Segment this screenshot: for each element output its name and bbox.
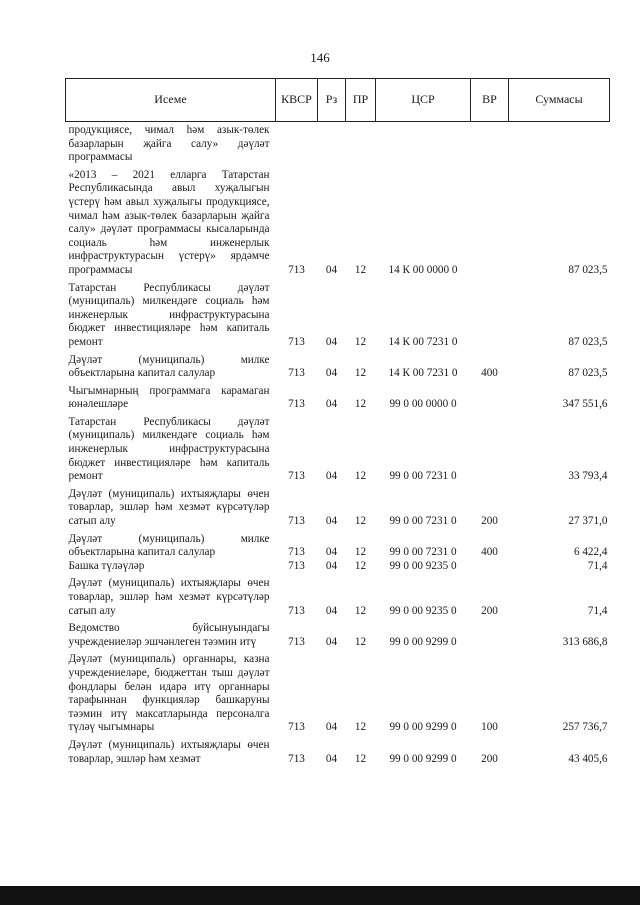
row-sum — [509, 122, 610, 165]
row-vr: 200 — [481, 604, 498, 617]
row-vr — [471, 165, 509, 278]
row-csr: 99 0 00 7231 0 — [389, 546, 457, 559]
row-sum: 71,4 — [587, 604, 608, 617]
row-kvsr: 713 — [288, 515, 305, 528]
row-pr: 12 — [354, 721, 367, 734]
row-csr: 99 0 00 9299 0 — [389, 635, 457, 648]
table-row — [66, 484, 610, 529]
row-pr: 12 — [354, 470, 367, 483]
row-pr: 12 — [354, 398, 367, 411]
row-rz: 04 — [325, 752, 338, 765]
page-number: 146 — [310, 50, 330, 65]
row-pr: 12 — [354, 604, 367, 617]
row-sum: 71,4 — [587, 559, 608, 572]
row-vr — [471, 412, 509, 484]
row-vr: 100 — [481, 721, 498, 734]
row-vr: 200 — [481, 752, 498, 765]
row-pr: 12 — [354, 752, 367, 765]
table-row — [66, 529, 610, 560]
table-row — [66, 618, 610, 649]
row-csr: 99 0 00 7231 0 — [389, 515, 457, 528]
row-sum: 87 023,5 — [568, 335, 608, 348]
row-name: Башка түләүләр — [68, 559, 145, 572]
row-rz: 04 — [325, 335, 338, 348]
row-vr — [471, 560, 509, 574]
row-sum: 87 023,5 — [568, 367, 608, 380]
row-csr: 14 К 00 7231 0 — [388, 335, 458, 348]
row-sum: 87 023,5 — [568, 263, 608, 276]
row-sum: 43 405,6 — [568, 752, 608, 765]
row-vr — [471, 278, 509, 350]
header-vr: ВР — [471, 79, 509, 122]
row-name: Татарстан Республикасы дәүләт (муниципаль) милкендәге социаль һәм инженерлык инфраструктурасына бюджет инвестицияләре һәм капиталь ремонт — [68, 281, 270, 348]
row-pr — [346, 122, 376, 165]
row-rz: 04 — [325, 515, 338, 528]
row-csr — [376, 122, 471, 165]
table-row — [66, 122, 610, 165]
row-vr: 400 — [481, 367, 498, 380]
row-kvsr — [276, 122, 318, 165]
header-row — [66, 79, 610, 122]
row-kvsr: 713 — [288, 546, 305, 559]
row-pr: 12 — [354, 546, 367, 559]
row-rz: 04 — [325, 470, 338, 483]
row-rz: 04 — [325, 635, 338, 648]
table-row — [66, 350, 610, 381]
row-name: Дәүләт (муниципаль) милке объектларына капитал салулар — [68, 532, 270, 559]
row-pr: 12 — [354, 559, 367, 572]
row-name: продукциясе, чимал һәм азык-төлек базарларын җайга салу» дәүләт программасы — [68, 124, 270, 164]
row-vr — [471, 122, 509, 165]
row-rz — [318, 122, 346, 165]
row-rz: 04 — [325, 263, 338, 276]
table-row — [66, 412, 610, 484]
row-vr: 200 — [481, 515, 498, 528]
row-csr: 14 К 00 7231 0 — [388, 367, 458, 380]
row-pr: 12 — [354, 335, 367, 348]
row-rz: 04 — [325, 559, 338, 572]
row-sum: 6 422,4 — [573, 546, 608, 559]
table-row — [66, 573, 610, 618]
row-sum: 33 793,4 — [568, 470, 608, 483]
scan-edge-bar — [0, 886, 640, 905]
row-kvsr: 713 — [288, 470, 305, 483]
table-row — [66, 381, 610, 412]
row-csr: 99 0 00 9235 0 — [389, 604, 457, 617]
row-vr: 400 — [481, 546, 498, 559]
row-name: Дәүләт (муниципаль) ихтыяҗлары өчен товарлар, эшләр һәм хезмәт күрсәтүләр сатып алу — [68, 487, 270, 528]
row-sum: 27 371,0 — [568, 515, 608, 528]
row-name: Ведомство буйсынуындагы учреждениеләр эшчәнлеген тәэмин итү — [68, 622, 270, 648]
row-kvsr: 713 — [288, 635, 305, 648]
row-pr: 12 — [354, 263, 367, 276]
table-row — [66, 165, 610, 278]
row-csr: 99 0 00 9299 0 — [389, 752, 457, 765]
header-kvsr: КВСР — [276, 79, 318, 122]
row-name: «2013 – 2021 елларга Татарстан Республикасында авыл хуҗалыгын үстерү һәм авыл хуҗалыгы продукциясе, чимал һәм азык-төлек базарларын җайга салу» дәүләт программасы кысаларында социаль һәм инженерлык инфраструктурасын үстерү» ярдәмче программасы — [68, 168, 270, 276]
row-kvsr: 713 — [288, 559, 305, 572]
row-sum: 257 736,7 — [562, 721, 608, 734]
row-csr: 99 0 00 9235 0 — [389, 559, 457, 572]
row-rz: 04 — [325, 367, 338, 380]
row-kvsr: 713 — [288, 398, 305, 411]
row-csr: 99 0 00 9299 0 — [389, 721, 457, 734]
row-name: Чыгымнарның программага карамаган юнәлешләре — [68, 384, 270, 411]
table-row — [66, 649, 610, 735]
row-name: Дәүләт (муниципаль) ихтыяҗлары өчен товарлар, эшләр һәм хезмәт күрсәтүләр сатып алу — [68, 577, 270, 617]
row-pr: 12 — [354, 367, 367, 380]
row-csr: 99 0 00 0000 0 — [389, 398, 457, 411]
budget-table — [65, 78, 610, 766]
row-kvsr: 713 — [288, 367, 305, 380]
row-vr — [471, 618, 509, 649]
row-csr: 99 0 00 7231 0 — [389, 470, 457, 483]
row-csr: 14 К 00 0000 0 — [388, 263, 458, 276]
header-csr: ЦСР — [376, 79, 471, 122]
row-kvsr: 713 — [288, 335, 305, 348]
row-pr: 12 — [354, 515, 367, 528]
row-sum: 347 551,6 — [562, 398, 608, 411]
header-sum: Суммасы — [509, 79, 610, 122]
header-name: Исеме — [66, 79, 276, 122]
row-rz: 04 — [325, 398, 338, 411]
row-rz: 04 — [325, 721, 338, 734]
row-name: Дәүләт (муниципаль) ихтыяҗлары өчен товарлар, эшләр һәм хезмәт — [68, 738, 270, 765]
row-kvsr: 713 — [288, 721, 305, 734]
row-name: Дәүләт (муниципаль) милке объектларына капитал салулар — [68, 353, 270, 380]
row-sum: 313 686,8 — [562, 635, 608, 648]
row-rz: 04 — [325, 604, 338, 617]
row-name: Татарстан Республикасы дәүләт (муниципаль) милкендәге социаль һәм инженерлык инфраструктурасына бюджет инвестицияләре һәм капиталь ремонт — [68, 415, 270, 483]
table-row — [66, 560, 610, 574]
table-row — [66, 735, 610, 766]
row-kvsr: 713 — [288, 752, 305, 765]
row-pr: 12 — [354, 635, 367, 648]
table-row — [66, 278, 610, 350]
row-name: Дәүләт (муниципаль) органнары, казна учреждениеләре, бюджеттан тыш дәүләт фондлары белән идарә итү органнары тарафыннан функцияләр башкаруны тәэмин итү максатларында персоналга түләү чыгымнары — [68, 653, 270, 734]
header-rz: Рз — [318, 79, 346, 122]
row-rz: 04 — [325, 546, 338, 559]
header-pr: ПР — [346, 79, 376, 122]
row-vr — [471, 381, 509, 412]
row-kvsr: 713 — [288, 263, 305, 276]
row-kvsr: 713 — [288, 604, 305, 617]
